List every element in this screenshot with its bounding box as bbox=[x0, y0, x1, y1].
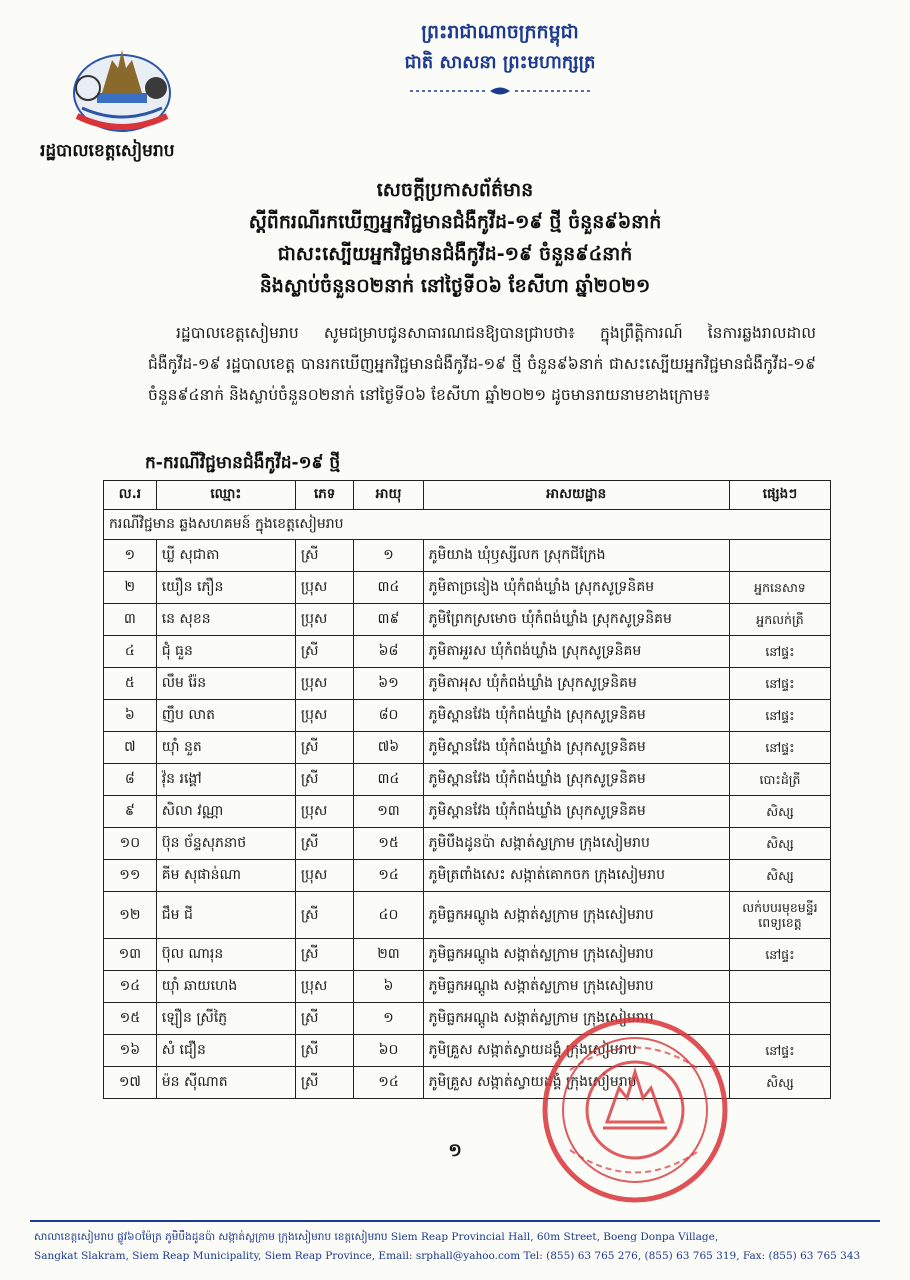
cell-sex: ស្រី bbox=[295, 892, 354, 939]
cell-no: ១៧ bbox=[104, 1067, 157, 1099]
cell-age: ១៤ bbox=[354, 1067, 423, 1099]
table-row bbox=[104, 971, 831, 1003]
cell-age: ៨០ bbox=[354, 700, 423, 732]
cell-name: ប៊ុល ណារុន bbox=[156, 939, 295, 971]
cell-sex: ប្រុស bbox=[295, 700, 354, 732]
cell-note: បោះដំត្រី bbox=[729, 764, 830, 796]
cell-age: ៦៨ bbox=[354, 636, 423, 668]
intro-paragraph: រដ្ឋបាលខេត្តសៀមរាប សូមជម្រាបជូនសាធារណជនឱ្យបានជ្រាបថា៖ ក្នុងព្រឹត្តិការណ៍ នៃការឆ្លងរាលដាលជំងឺកូវីដ-១៩ រដ្ឋបាលខេត្ត បានរកឃើញអ្នកវិជ្ជមានជំងឺកូវីដ-១៩ ថ្មី ចំនួន៩៦នាក់ ជាសះស្បើយអ្នកវិជ្ជមានជំងឺកូវីដ-១៩ ចំនួន៩៤នាក់ និងស្លាប់ចំនួន០២នាក់ នៅថ្ងៃទី០៦ ខែសីហា ឆ្នាំ២០២១ ដូចមានរាយនាមខាងក្រោម៖ bbox=[148, 324, 816, 404]
cell-note: នៅផ្ទះ bbox=[729, 1035, 830, 1067]
cell-note: នៅផ្ទះ bbox=[729, 700, 830, 732]
cell-note: នៅផ្ទះ bbox=[729, 732, 830, 764]
table-row bbox=[104, 700, 831, 732]
cell-note: សិស្ស bbox=[729, 1067, 830, 1099]
table-row bbox=[104, 604, 831, 636]
cell-name: លឹម រ៉ែន bbox=[156, 668, 295, 700]
table-row bbox=[104, 828, 831, 860]
cell-name: នេ សុខន bbox=[156, 604, 295, 636]
table-row bbox=[104, 732, 831, 764]
ornament-divider bbox=[405, 84, 595, 98]
footer bbox=[34, 1228, 879, 1266]
cell-age: ៦០ bbox=[354, 1035, 423, 1067]
cell-no: ១១ bbox=[104, 860, 157, 892]
cell-note bbox=[729, 1003, 830, 1035]
header-note: ផ្សេងៗ bbox=[729, 481, 830, 510]
cell-name: ប៊ុន ច័ន្ទសុភនាថ bbox=[156, 828, 295, 860]
cell-address: ភូមិស្ពានវែង ឃុំកំពង់ឃ្លាំង ស្រុកសូទ្រនិគម bbox=[423, 732, 729, 764]
cell-age: ១៣ bbox=[354, 796, 423, 828]
cell-sex: ស្រី bbox=[295, 828, 354, 860]
table-row bbox=[104, 636, 831, 668]
cell-name: ញឹប លាត bbox=[156, 700, 295, 732]
cell-no: ១២ bbox=[104, 892, 157, 939]
table-row bbox=[104, 572, 831, 604]
table-row bbox=[104, 860, 831, 892]
cell-note: អ្នកនេសាទ bbox=[729, 572, 830, 604]
section-heading: ក-ករណីវិជ្ជមានជំងឺកូវីដ-១៩ ថ្មី bbox=[145, 453, 341, 473]
cell-no: ៧ bbox=[104, 732, 157, 764]
header-sex: ភេទ bbox=[295, 481, 354, 510]
cell-address: ភូមិតាអុស ឃុំកំពង់ឃ្លាំង ស្រុកសូទ្រនិគម bbox=[423, 668, 729, 700]
cell-age: ៦១ bbox=[354, 668, 423, 700]
cell-age: ១ bbox=[354, 1003, 423, 1035]
cell-address: ភូមិស្ពានវែង ឃុំកំពង់ឃ្លាំង ស្រុកសូទ្រនិគម bbox=[423, 796, 729, 828]
cell-address: ភូមិធ្លកអណ្តូង សង្កាត់ស្លក្រាម ក្រុងសៀមរាប bbox=[423, 939, 729, 971]
cell-no: ៨ bbox=[104, 764, 157, 796]
cell-age: ៣៤ bbox=[354, 764, 423, 796]
cell-name: យ៉ាំ នួត bbox=[156, 732, 295, 764]
table-row bbox=[104, 540, 831, 572]
cell-name: វ៉ុន រង្គៅ bbox=[156, 764, 295, 796]
cell-address: ភូមិធ្លកអណ្តូង សង្កាត់ស្លក្រាម ក្រុងសៀមរាប bbox=[423, 971, 729, 1003]
cell-no: ២ bbox=[104, 572, 157, 604]
cell-no: ១៤ bbox=[104, 971, 157, 1003]
cell-note: សិស្ស bbox=[729, 860, 830, 892]
cell-address: ភូមិធ្លកអណ្តូង សង្កាត់ស្លក្រាម ក្រុងសៀមរាប bbox=[423, 892, 729, 939]
cell-name: ម៉ន ស៊ីណាត bbox=[156, 1067, 295, 1099]
cell-no: ៥ bbox=[104, 668, 157, 700]
cell-note bbox=[729, 971, 830, 1003]
table-header-row bbox=[104, 481, 831, 510]
table-row bbox=[104, 764, 831, 796]
document-title: សេចក្តីប្រកាសព័ត៌មាន bbox=[376, 179, 534, 201]
cell-name: យ៉ាំ ឆាយហេង bbox=[156, 971, 295, 1003]
official-seal-icon bbox=[535, 1010, 735, 1210]
subtitle-line-2: ជាសះស្បើយអ្នកវិជ្ជមានជំងឺកូវីដ-១៩ ចំនួន៩៤នាក់ bbox=[277, 243, 633, 265]
subtitle-line-1: ស្តីពីករណីរកឃើញអ្នកវិជ្ជមានជំងឺកូវីដ-១៩ ថ្មី ចំនួន៩៦នាក់ bbox=[248, 211, 662, 233]
header-address: អាសយដ្ឋាន bbox=[423, 481, 729, 510]
cell-address: ភូមិត្រពាំងសេះ សង្កាត់គោកចក ក្រុងសៀមរាប bbox=[423, 860, 729, 892]
cell-sex: ស្រី bbox=[295, 764, 354, 796]
cell-name: ឃ្លី សុជាតា bbox=[156, 540, 295, 572]
cell-note bbox=[729, 540, 830, 572]
cell-sex: ប្រុស bbox=[295, 572, 354, 604]
header-age: អាយុ bbox=[354, 481, 423, 510]
cell-name: គីម សុផាន់ណា bbox=[156, 860, 295, 892]
cell-address: ភូមិគ្រួស សង្កាត់ស្វាយដង្គំ ក្រុងសៀមរាប bbox=[423, 1067, 729, 1099]
kingdom-title: ព្រះរាជាណាចក្រកម្ពុជា bbox=[421, 21, 579, 43]
cell-address: ភូមិស្ពានវែង ឃុំកំពង់ឃ្លាំង ស្រុកសូទ្រនិគម bbox=[423, 764, 729, 796]
header-name: ឈ្មោះ bbox=[156, 481, 295, 510]
cell-no: ១ bbox=[104, 540, 157, 572]
footer-line-1: សាលាខេត្តសៀមរាប ផ្លូវ៦០ម៉ែត្រ ភូមិបឹងដូនប៉ា សង្កាត់ស្លក្រាម ក្រុងសៀមរាប ខេត្តសៀមរាប Siem Reap Provincial Hall, 60m Street, Boeng Donpa Village, bbox=[34, 1231, 719, 1243]
footer-divider bbox=[30, 1220, 880, 1222]
table-row bbox=[104, 892, 831, 939]
cell-note: នៅផ្ទះ bbox=[729, 939, 830, 971]
cell-note: សិស្ស bbox=[729, 796, 830, 828]
cell-age: ៦ bbox=[354, 971, 423, 1003]
cell-age: ៤០ bbox=[354, 892, 423, 939]
group-label: ករណីវិជ្ជមាន ឆ្លងសហគមន៍ ក្នុងខេត្តសៀមរាប bbox=[104, 510, 831, 540]
cell-address: ភូមិបឹងដូនប៉ា សង្កាត់ស្លក្រាម ក្រុងសៀមរាប bbox=[423, 828, 729, 860]
cell-age: ១ bbox=[354, 540, 423, 572]
cell-no: ៤ bbox=[104, 636, 157, 668]
cell-name: សំ ជឿន bbox=[156, 1035, 295, 1067]
cell-sex: ប្រុស bbox=[295, 604, 354, 636]
cell-sex: ស្រី bbox=[295, 636, 354, 668]
cell-sex: ស្រី bbox=[295, 732, 354, 764]
cell-sex: ស្រី bbox=[295, 939, 354, 971]
cell-address: ភូមិគ្រួស សង្កាត់ស្វាយដង្គំ ក្រុងសៀមរាប bbox=[423, 1035, 729, 1067]
cell-name: ជឹម ជី bbox=[156, 892, 295, 939]
cell-no: ១៦ bbox=[104, 1035, 157, 1067]
cell-age: ៣៩ bbox=[354, 604, 423, 636]
table-row bbox=[104, 939, 831, 971]
cell-age: ១៤ bbox=[354, 860, 423, 892]
cell-sex: ប្រុស bbox=[295, 668, 354, 700]
cell-age: ៧៦ bbox=[354, 732, 423, 764]
cell-note: នៅផ្ទះ bbox=[729, 636, 830, 668]
cell-name: ជុំ ធួន bbox=[156, 636, 295, 668]
subtitle-line-3: និងស្លាប់ចំនួន០២នាក់ នៅថ្ងៃទី០៦ ខែសីហា ឆ្នាំ២០២១ bbox=[259, 275, 651, 297]
table-row bbox=[104, 668, 831, 700]
cell-note: នៅផ្ទះ bbox=[729, 668, 830, 700]
cell-note: សិស្ស bbox=[729, 828, 830, 860]
cell-name: យឿន ភឿន bbox=[156, 572, 295, 604]
footer-line-2: Sangkat Slakram, Siem Reap Municipality, Siem Reap Province, Email: srphall@yahoo.com Tel: (855) 63 765 276, (855) 63 765 319, Fax: (855) 63 765 343 bbox=[34, 1250, 861, 1262]
cell-no: ៩ bbox=[104, 796, 157, 828]
siem-reap-emblem-icon bbox=[62, 38, 182, 138]
cell-address: ភូមិធ្លកអណ្តូង សង្កាត់ស្លក្រាម ក្រុងសៀមរាប bbox=[423, 1003, 729, 1035]
cell-name: សិលា វណ្ណា bbox=[156, 796, 295, 828]
cell-age: ១៥ bbox=[354, 828, 423, 860]
office-name: រដ្ឋបាលខេត្តសៀមរាប bbox=[40, 141, 175, 161]
cell-note: លក់បបរមុខមន្ទីរពេទ្យខេត្ត bbox=[729, 892, 830, 939]
cell-address: ភូមិតាអួរស ឃុំកំពង់ឃ្លាំង ស្រុកសូទ្រនិគម bbox=[423, 636, 729, 668]
cell-address: ភូមិព្រែកស្រមោច ឃុំកំពង់ឃ្លាំង ស្រុកសូទ្រនិគម bbox=[423, 604, 729, 636]
cell-sex: ប្រុស bbox=[295, 860, 354, 892]
cell-no: ១៣ bbox=[104, 939, 157, 971]
cell-address: ភូមិស្ពានវែង ឃុំកំពង់ឃ្លាំង ស្រុកសូទ្រនិគម bbox=[423, 700, 729, 732]
cell-sex: ប្រុស bbox=[295, 796, 354, 828]
cell-address: ភូមិតាច្រនៀង ឃុំកំពង់ឃ្លាំង ស្រុកសូទ្រនិគម bbox=[423, 572, 729, 604]
table-group-row bbox=[104, 510, 831, 540]
cell-no: ៣ bbox=[104, 604, 157, 636]
cell-address: ភូមិយាង ឃុំឫស្សីលក ស្រុកជីក្រែង bbox=[423, 540, 729, 572]
cell-no: ១០ bbox=[104, 828, 157, 860]
cell-name: ឡឿន ស្រីភ្ញៃ bbox=[156, 1003, 295, 1035]
cell-age: ៣៤ bbox=[354, 572, 423, 604]
cell-sex: ស្រី bbox=[295, 1003, 354, 1035]
cell-sex: ស្រី bbox=[295, 1035, 354, 1067]
cell-age: ២៣ bbox=[354, 939, 423, 971]
cell-note: អ្នកលក់ត្រី bbox=[729, 604, 830, 636]
table-row bbox=[104, 796, 831, 828]
cell-sex: ប្រុស bbox=[295, 971, 354, 1003]
cell-sex: ស្រី bbox=[295, 540, 354, 572]
page-number: ១ bbox=[448, 1140, 462, 1161]
cell-sex: ស្រី bbox=[295, 1067, 354, 1099]
header-no: ល.រ bbox=[104, 481, 157, 510]
cell-no: ៦ bbox=[104, 700, 157, 732]
cell-no: ១៥ bbox=[104, 1003, 157, 1035]
cases-table bbox=[103, 480, 831, 1099]
national-motto: ជាតិ សាសនា ព្រះមហាក្សត្រ bbox=[404, 52, 596, 73]
